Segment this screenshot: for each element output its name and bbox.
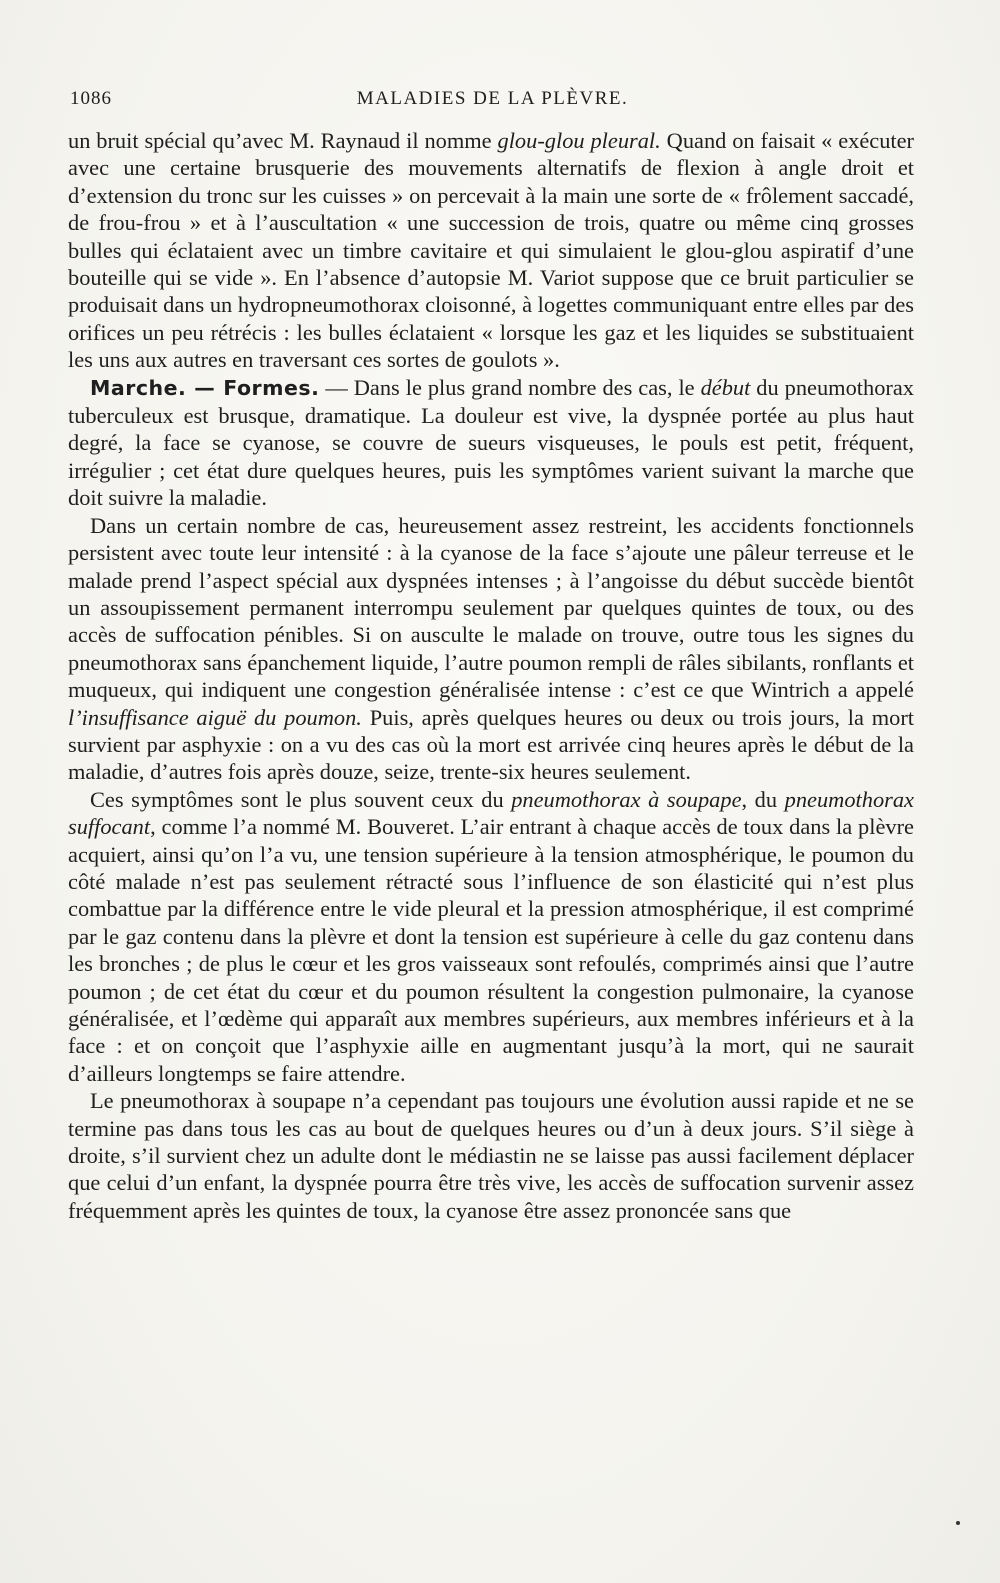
text-run: Le pneumothorax à soupape n’a cependant pas toujours une évolution aussi rapide et ne se termine pas dans tous les cas au bout de quelques heures ou d’un à deux jours. S’il siège à droite, s’il survient chez un adulte dont le médiastin ne se laisse pas aussi facilement déplacer que celui d’un enfant, la dyspnée pourra être très vive, les accès de suffocation survenir assez fréquemment après les quintes de toux, la cyanose être assez prononcée sans que [68,1088,914,1223]
paragraph [68,374,914,512]
text-run: un bruit spécial qu’avec M. Raynaud il nomme [68,128,498,153]
paragraph [68,1087,914,1224]
text-run: Puis, après quelques heures ou deux ou trois jours, la mort survient par asphyxie : on a vu des cas où la mort est arrivée cinq heures après le début de la maladie, d’autres fois après douze, seize, trente-six heures seulement. [68,704,914,785]
paragraph [68,127,914,374]
italic-phrase: pneumothorax suffocant [68,786,914,840]
text-run: Quand on faisait « exécuter avec une certaine brusquerie des mouvements alternatifs de flexion à angle droit et d’extension du tronc sur les cuisses » on percevait à la main une sorte de « frôlement saccadé, de frou-frou » et à l’auscultation « une succession de trois, quatre ou même cinq grosses bulles qui éclataient avec un timbre cavitaire et qui simulaient le glou-glou aspiratif d’une bouteille qui se vide ». En l’absence d’autopsie M. Variot suppose que ce bruit particulier se produisait dans un hydropneumothorax cloisonné, à logettes communiquant entre elles par des orifices un peu rétrécis : les bulles éclataient « lorsque les gaz et les liquides se substituaient les uns aux autres en traversant ces sortes de goulots ». [68,128,915,373]
text-run: , comme l’a nommé M. Bouveret. L’air entrant à chaque accès de toux dans la plèvre acquiert, ainsi qu’on l’a vu, une tension supérieure à la tension atmosphérique, le poumon du côté malade n’est pas seulement rétracté sous l’influence de son élasticité qui n’est plus combattue par la différence entre le vide pleural et la pression atmosphérique, il est comprimé par le gaz contenu dans la plèvre et dont la tension est supérieure à celle du gaz contenu dans les bronches ; de plus le cœur et les gros vaisseaux sont refoulés, comprimés ainsi que l’autre poumon ; de cet état du cœur et du poumon résultent la congestion pulmonaire, la cyanose généralisée, et l’œdème qui apparaît aux membres supérieurs, aux membres inférieurs et à la face : et on conçoit que l’asphyxie aille en augmentant jusqu’à la mort, qui ne saurait d’ailleurs longtemps se faire attendre. [68,814,914,1086]
italic-phrase: début [700,374,751,400]
paragraph [68,786,914,1087]
body-text [68,127,914,1224]
text-run: Ces symptômes sont le plus souvent ceux du [90,786,512,812]
page-header [70,88,915,114]
ink-speck [956,1521,960,1525]
text-run: Dans un certain nombre de cas, heureusement assez restreint, les accidents fonctionnels persistent avec toute leur intensité : à la cyanose de la face s’ajoute une pâleur terreuse et le malade prend l’aspect spécial aux dyspnées intenses ; à l’angoisse du début succède bientôt un assoupissement permanent interrompu seulement par quelques quintes de toux, ou des accès de suffocation pénibles. Si on ausculte le malade on trouve, outre tous les signes du pneumothorax sans épanchement liquide, l’autre poumon rempli de râles sibilants, ronflants et muqueux, qui indiquent une congestion généralisée intense : c’est ce que Wintrich a appelé [68,512,914,703]
paragraph [68,512,914,786]
running-title: MALADIES DE LA PLÈVRE. [356,88,629,109]
italic-phrase: pneumothorax à soupape [511,786,742,812]
text-run: du pneumothorax tuberculeux est brusque, dramatique. La douleur est vive, la dyspnée portée au plus haut degré, la face se cyanose, se couvre de sueurs visqueuses, le pouls est petit, fréquent, irrégulier ; cet état dure quelques heures, puis les symptômes varient suivant la marche que doit suivre la maladie. [68,374,914,511]
text-run: — Dans le plus grand nombre des cas, le [319,374,701,400]
text-run: , du [741,786,785,812]
italic-phrase: l’insuffisance aiguë du poumon. [68,704,362,730]
italic-phrase: glou-glou pleural. [497,128,661,153]
page-number: 1086 [70,88,112,109]
section-heading: Marche. — Formes. [90,375,320,400]
